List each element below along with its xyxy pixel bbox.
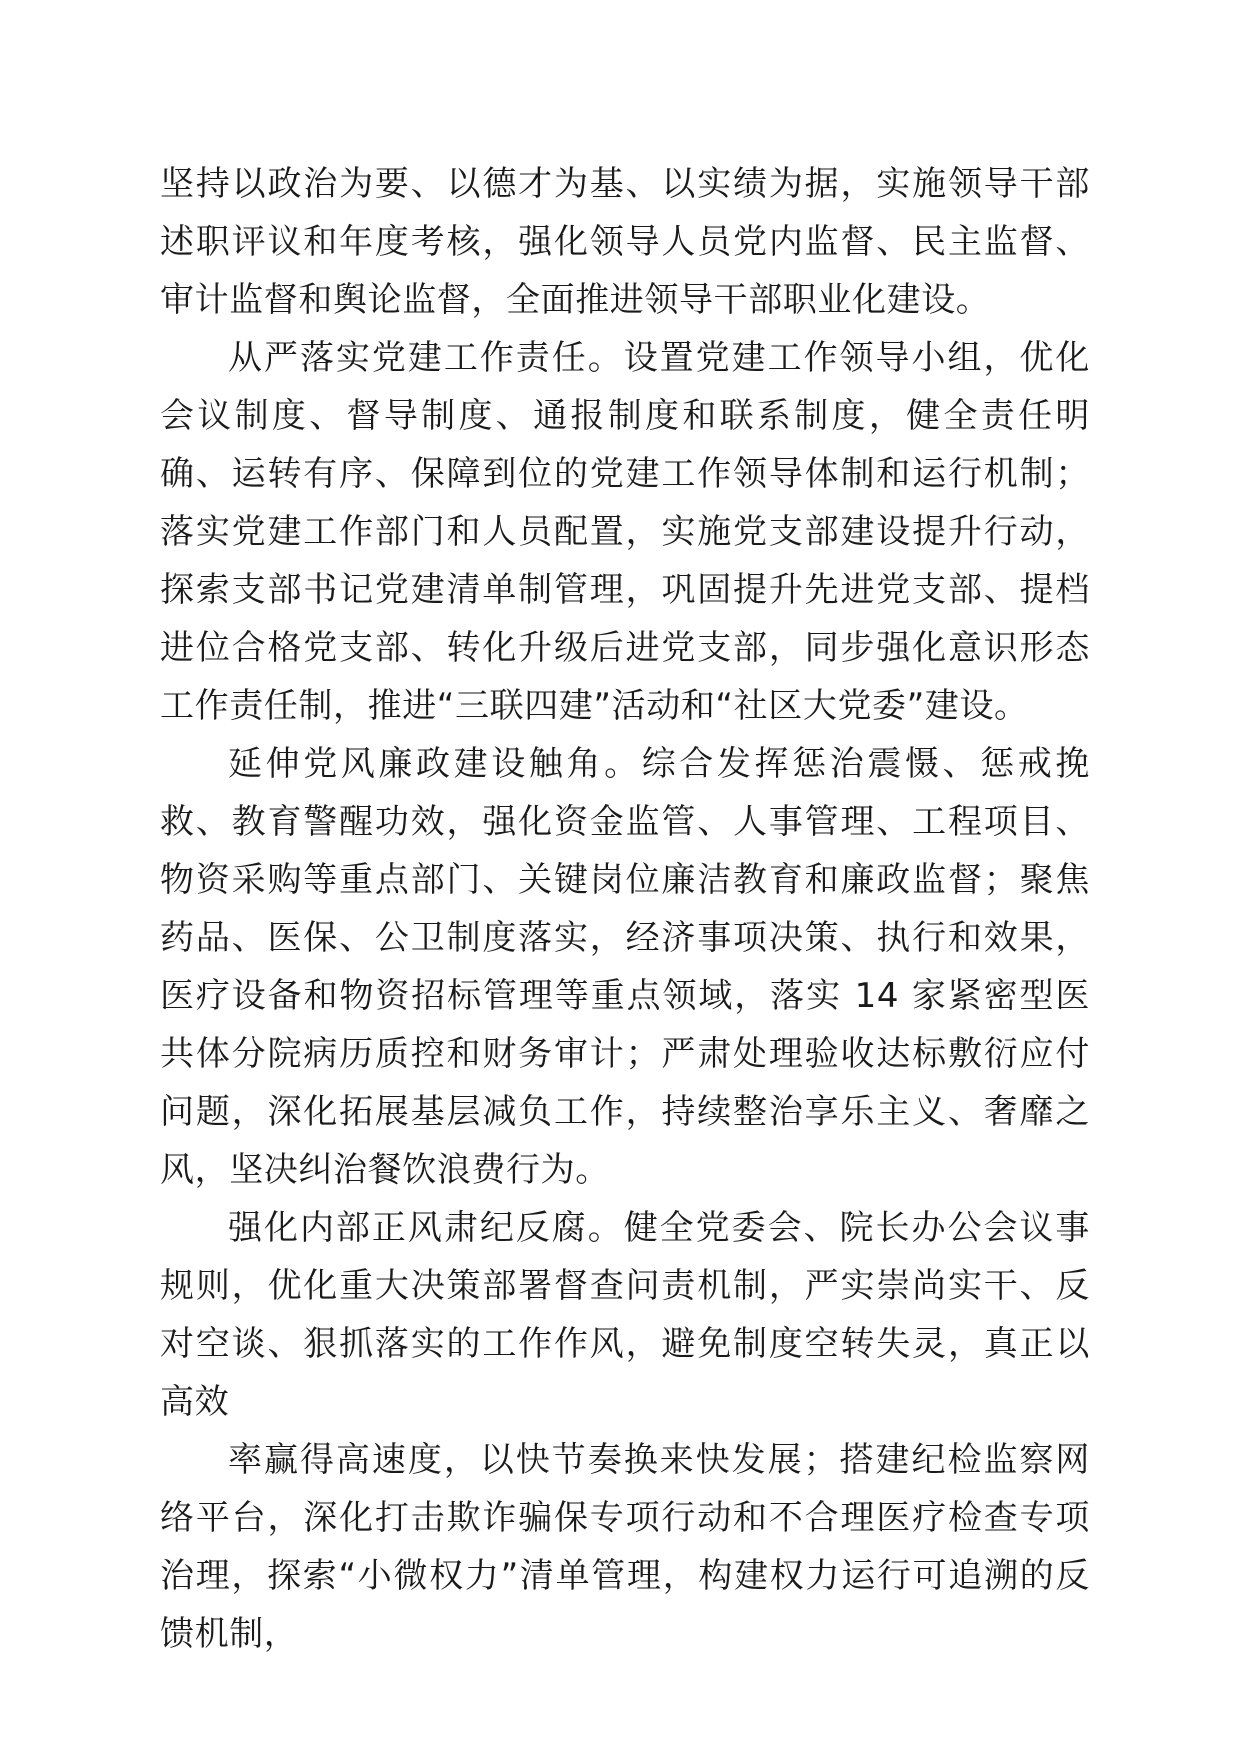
paragraph-2: 从严落实党建工作责任。设置党建工作领导小组，优化会议制度、督导制度、通报制度和联系制度，健全责任明确、运转有序、保障到位的党建工作领导体制和运行机制；落实党建工作部门和人员配置，实施党支部建设提升行动，探索支部书记党建清单制管理，巩固提升先进党支部、提档进位合格党支部、转化升级后进党支部，同步强化意识形态工作责任制，推进“三联四建”活动和“社区大党委”建设。 (160, 338, 1090, 726)
paragraph-4: 强化内部正风肃纪反腐。健全党委会、院长办公会议事规则，优化重大决策部署督查问责机制，严实崇尚实干、反对空谈、狠抓落实的工作作风，避免制度空转失灵，真正以高效 (160, 1208, 1090, 1422)
paragraph-3: 延伸党风廉政建设触角。综合发挥惩治震慑、惩戒挽救、教育警醒功效，强化资金监管、人事管理、工程项目、物资采购等重点部门、关键岗位廉洁教育和廉政监督；聚焦药品、医保、公卫制度落实，经济事项决策、执行和效果，医疗设备和物资招标管理等重点领域，落实 14 家紧密型医共体分院病历质控和财务审计；严肃处理验收达标敷衍应付问题，深化拓展基层减负工作，持续整治享乐主义、奢靡之风，坚决纠治餐饮浪费行为。 (160, 744, 1090, 1190)
paragraph-5: 率赢得高速度，以快节奏换来快发展；搭建纪检监察网络平台，深化打击欺诈骗保专项行动和不合理医疗检查专项治理，探索“小微权力”清单管理，构建权力运行可追溯的反馈机制， (160, 1440, 1090, 1654)
body-text (160, 155, 1090, 1663)
paragraph-1: 坚持以政治为要、以德才为基、以实绩为据，实施领导干部述职评议和年度考核，强化领导人员党内监督、民主监督、审计监督和舆论监督，全面推进领导干部职业化建设。 (160, 164, 1090, 320)
